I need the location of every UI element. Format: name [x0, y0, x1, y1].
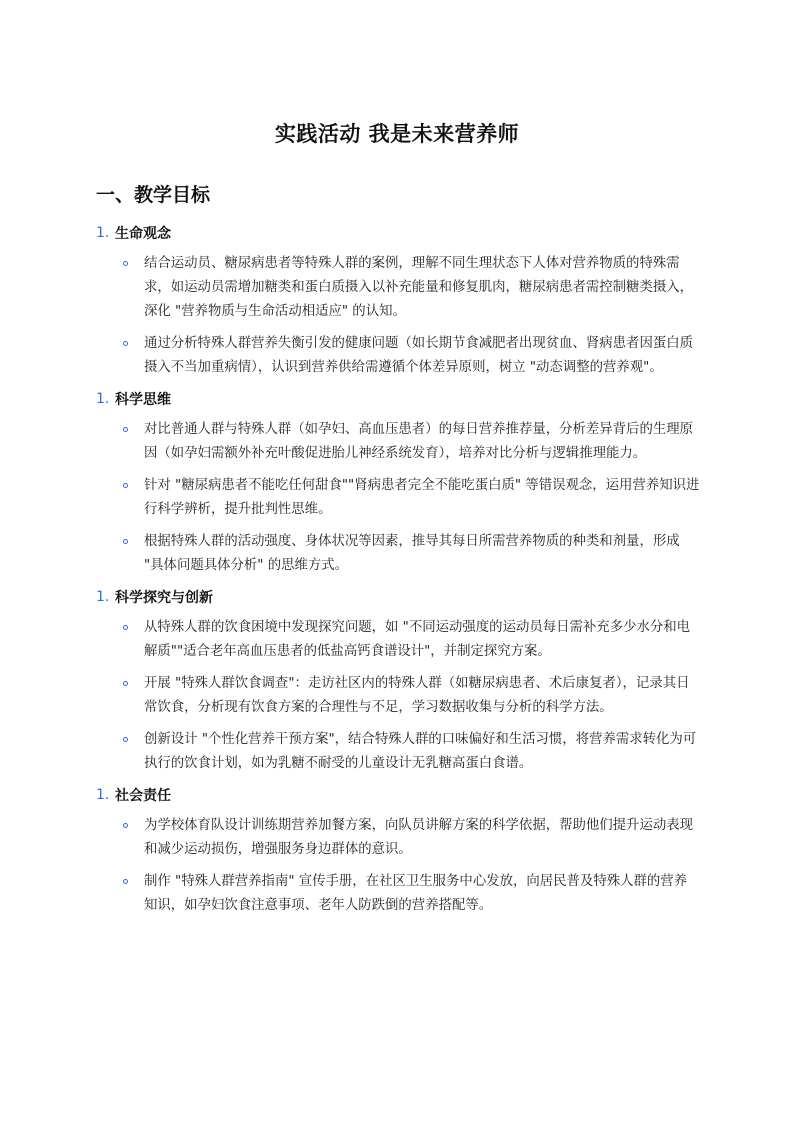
list-item-text: 针对 "糖尿病患者不能吃任何甜食""肾病患者完全不能吃蛋白质" 等错误观念，运用营养知识进行科学辨析，提升批判性思维。: [144, 478, 700, 517]
section-heading: 一、教学目标: [96, 184, 211, 206]
group-number: 1.: [96, 589, 110, 605]
list-item: [96, 530, 700, 578]
list-item-text: 对比普通人群与特殊人群（如孕妇、高血压患者）的每日营养推荐量，分析差异背后的生理原因（如孕妇需额外补充叶酸促进胎儿神经系统发育），培养对比分析与逻辑推理能力。: [144, 422, 694, 461]
list-item: [96, 252, 700, 324]
objective-group: [96, 586, 700, 776]
objective-group: [96, 784, 700, 918]
list-item-text: 从特殊人群的饮食困境中发现探究问题，如 "不同运动强度的运动员每日需补充多少水分和电解质""适合老年高血压患者的低盐高钙食谱设计"，并制定探究方案。: [144, 620, 691, 659]
bullet-circle-icon: [123, 737, 128, 742]
bullet-circle-icon: [123, 261, 128, 266]
list-item: [96, 814, 700, 862]
list-item-text: 根据特殊人群的活动强度、身体状况等因素，推导其每日所需营养物质的种类和剂量，形成 "具体问题具体分析" 的思维方式。: [144, 534, 680, 573]
list-item: [96, 672, 700, 720]
bullet-circle-icon: [123, 823, 128, 828]
group-number: 1.: [96, 391, 110, 407]
group-number: 1.: [96, 225, 110, 241]
list-item-text: 结合运动员、糖尿病患者等特殊人群的案例，理解不同生理状态下人体对营养物质的特殊需求，如运动员需增加糖类和蛋白质摄入以补充能量和修复肌肉，糖尿病患者需控制糖类摄入，深化 "营养物质与生命活动相适应" 的认知。: [144, 256, 694, 319]
bullet-circle-icon: [123, 879, 128, 884]
objective-group: [96, 222, 700, 380]
bullet-circle-icon: [123, 539, 128, 544]
group-title: 科学探究与创新: [115, 590, 213, 606]
list-item-text: 开展 "特殊人群饮食调查"：走访社区内的特殊人群（如糖尿病患者、术后康复者），记录其日常饮食，分析现有饮食方案的合理性与不足，学习数据收集与分析的科学方法。: [144, 676, 690, 715]
bullet-circle-icon: [123, 625, 128, 630]
page-title: 实践活动 我是未来营养师: [274, 122, 520, 146]
bullet-list: [96, 252, 700, 380]
bullet-list: [96, 616, 700, 776]
list-item: [96, 616, 700, 664]
bullet-circle-icon: [123, 483, 128, 488]
list-item: [96, 728, 700, 776]
objectives-list: [96, 222, 700, 926]
bullet-list: [96, 814, 700, 918]
bullet-circle-icon: [123, 341, 128, 346]
group-title: 科学思维: [115, 392, 171, 408]
group-heading: [96, 784, 700, 806]
group-heading: [96, 388, 700, 410]
group-title: 生命观念: [115, 226, 171, 242]
group-title: 社会责任: [115, 788, 171, 804]
list-item: [96, 332, 700, 380]
bullet-circle-icon: [123, 427, 128, 432]
group-heading: [96, 222, 700, 244]
group-heading: [96, 586, 700, 608]
list-item-text: 为学校体育队设计训练期营养加餐方案，向队员讲解方案的科学依据，帮助他们提升运动表现和减少运动损伤，增强服务身边群体的意识。: [144, 818, 694, 857]
list-item: [96, 418, 700, 466]
bullet-list: [96, 418, 700, 578]
list-item-text: 创新设计 "个性化营养干预方案"，结合特殊人群的口味偏好和生活习惯，将营养需求转化为可执行的饮食计划，如为乳糖不耐受的儿童设计无乳糖高蛋白食谱。: [144, 732, 697, 771]
list-item: [96, 474, 700, 522]
group-number: 1.: [96, 787, 110, 803]
list-item-text: 制作 "特殊人群营养指南" 宣传手册，在社区卫生服务中心发放，向居民普及特殊人群的营养知识，如孕妇饮食注意事项、老年人防跌倒的营养搭配等。: [144, 874, 688, 913]
objective-group: [96, 388, 700, 578]
list-item: [96, 870, 700, 918]
list-item-text: 通过分析特殊人群营养失衡引发的健康问题（如长期节食减肥者出现贫血、肾病患者因蛋白质摄入不当加重病情），认识到营养供给需遵循个体差异原则，树立 "动态调整的营养观"。: [144, 336, 694, 375]
bullet-circle-icon: [123, 681, 128, 686]
